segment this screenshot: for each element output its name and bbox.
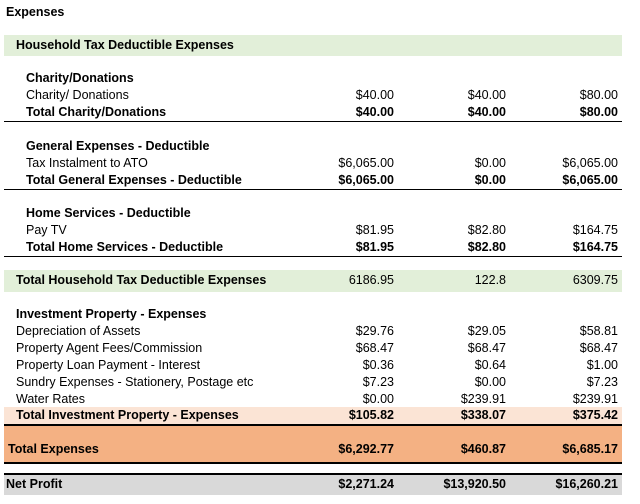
investment-item-row bbox=[0, 391, 640, 408]
row-value-2: $82.80 bbox=[467, 223, 506, 237]
home-item-row bbox=[0, 222, 640, 239]
row-value-2: $29.05 bbox=[467, 324, 506, 338]
household-total-row bbox=[0, 272, 640, 289]
row-value-2: $0.00 bbox=[474, 156, 506, 170]
row-value-2: $68.47 bbox=[467, 341, 506, 355]
charity-heading: Charity/Donations bbox=[26, 71, 134, 85]
row-value-3: $16,260.21 bbox=[555, 477, 618, 491]
row-value-1: $40.00 bbox=[355, 88, 394, 102]
row-value-1: $6,065.00 bbox=[338, 173, 394, 187]
row-value-3: $375.42 bbox=[572, 408, 618, 422]
row-value-3: $1.00 bbox=[586, 358, 618, 372]
row-label: Total Home Services - Deductible bbox=[26, 240, 224, 254]
row-value-3: $6,065.00 bbox=[562, 173, 618, 187]
row-value-3: $6,685.17 bbox=[562, 442, 618, 456]
row-value-2: $0.00 bbox=[474, 173, 506, 187]
charity-total-row bbox=[0, 104, 640, 121]
row-value-1: $29.76 bbox=[355, 324, 394, 338]
row-value-1: $68.47 bbox=[355, 341, 394, 355]
investment-heading: Investment Property - Expenses bbox=[16, 307, 207, 321]
row-value-1: $81.95 bbox=[355, 223, 394, 237]
row-label: Net Profit bbox=[6, 477, 63, 491]
row-value-1: $2,271.24 bbox=[338, 477, 394, 491]
row-value-1: $0.36 bbox=[362, 358, 394, 372]
row-value-2: $0.00 bbox=[474, 375, 506, 389]
row-label: Total Charity/Donations bbox=[26, 105, 167, 119]
charity-item-row bbox=[0, 87, 640, 104]
row-value-3: $80.00 bbox=[579, 88, 618, 102]
row-value-2: 122.8 bbox=[474, 273, 506, 287]
row-label: Total General Expenses - Deductible bbox=[26, 173, 242, 187]
row-value-2: $40.00 bbox=[467, 88, 506, 102]
general-heading: General Expenses - Deductible bbox=[26, 139, 210, 153]
investment-item-row bbox=[0, 374, 640, 391]
row-value-3: $80.00 bbox=[579, 105, 618, 119]
row-label: Total Expenses bbox=[8, 442, 99, 456]
row-value-1: $105.82 bbox=[348, 408, 394, 422]
row-value-2: $0.64 bbox=[474, 358, 506, 372]
row-label: Property Agent Fees/Commission bbox=[16, 341, 203, 355]
row-value-3: $164.75 bbox=[572, 223, 618, 237]
row-value-1: $6,065.00 bbox=[338, 156, 394, 170]
row-label: Depreciation of Assets bbox=[16, 324, 141, 338]
row-value-3: $6,065.00 bbox=[562, 156, 618, 170]
row-label: Sundry Expenses - Stationery, Postage etc bbox=[16, 375, 254, 389]
row-value-3: $7.23 bbox=[586, 375, 618, 389]
investment-item-row bbox=[0, 323, 640, 340]
row-value-1: 6186.95 bbox=[348, 273, 394, 287]
home-heading: Home Services - Deductible bbox=[26, 206, 191, 220]
row-value-1: $0.00 bbox=[362, 392, 394, 406]
general-total-row bbox=[0, 172, 640, 189]
row-value-1: $6,292.77 bbox=[338, 442, 394, 456]
row-label: Total Investment Property - Expenses bbox=[16, 408, 239, 422]
row-value-1: $81.95 bbox=[355, 240, 394, 254]
row-value-2: $40.00 bbox=[467, 105, 506, 119]
total-expenses-row bbox=[0, 441, 640, 458]
divider bbox=[4, 121, 622, 122]
home-total-row bbox=[0, 239, 640, 256]
row-value-1: $7.23 bbox=[362, 375, 394, 389]
row-value-2: $338.07 bbox=[460, 408, 506, 422]
row-label: Charity/ Donations bbox=[26, 88, 129, 102]
row-value-3: $239.91 bbox=[572, 392, 618, 406]
investment-item-row bbox=[0, 340, 640, 357]
row-label: Water Rates bbox=[16, 392, 86, 406]
divider bbox=[4, 189, 622, 190]
row-value-2: $239.91 bbox=[460, 392, 506, 406]
row-value-2: $460.87 bbox=[460, 442, 506, 456]
row-value-3: $68.47 bbox=[579, 341, 618, 355]
investment-total-row bbox=[0, 407, 640, 424]
row-label: Total Household Tax Deductible Expenses bbox=[16, 273, 267, 287]
row-label: Property Loan Payment - Interest bbox=[16, 358, 201, 372]
row-value-2: $82.80 bbox=[467, 240, 506, 254]
row-value-3: 6309.75 bbox=[572, 273, 618, 287]
row-value-3: $164.75 bbox=[572, 240, 618, 254]
household-header: Household Tax Deductible Expenses bbox=[16, 38, 234, 52]
investment-item-row bbox=[0, 357, 640, 374]
page-title: Expenses bbox=[6, 5, 65, 19]
row-value-3: $58.81 bbox=[579, 324, 618, 338]
row-label: Pay TV bbox=[26, 223, 67, 237]
row-value-2: $13,920.50 bbox=[443, 477, 506, 491]
row-label: Tax Instalment to ATO bbox=[26, 156, 148, 170]
general-item-row bbox=[0, 155, 640, 172]
divider bbox=[4, 256, 622, 257]
row-value-1: $40.00 bbox=[355, 105, 394, 119]
net-profit-row bbox=[0, 476, 640, 493]
divider bbox=[4, 462, 622, 464]
